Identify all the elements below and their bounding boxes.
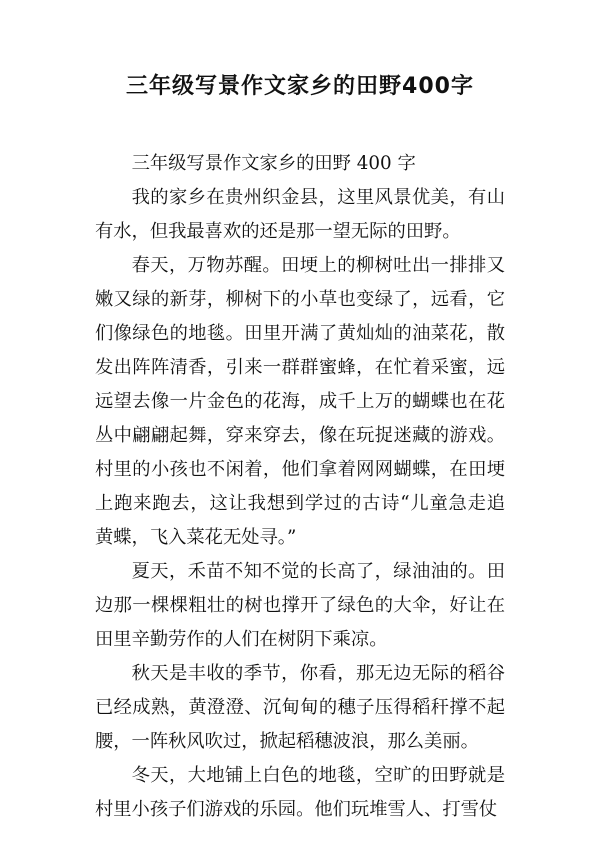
paragraph-spring: 春天，万物苏醒。田埂上的柳树吐出一排排又嫩又绿的新芽，柳树下的小草也变绿了，远看，它们像绿色的地毯。田里开满了黄灿灿的油菜花，散发出阵阵清香，引来一群群蜜蜂，在忙着采蜜，远远望去像一片金色的花海，成千上万的蝴蝶也在花丛中翩翩起舞，穿来穿去，像在玩捉迷藏的游戏。村里的小孩也不闲着，他们拿着网网蝴蝶，在田埂上跑来跑去，这让我想到学过的古诗“儿童急走追黄蝶，飞入菜花无处寻。” bbox=[95, 255, 505, 548]
paragraph-intro: 我的家乡在贵州织金县，这里风景优美，有山有水，但我最喜欢的还是那一望无际的田野。 bbox=[95, 187, 505, 242]
document-title: 三年级写景作文家乡的田野400字 bbox=[126, 74, 474, 99]
document-body bbox=[95, 147, 505, 827]
paragraph-summer: 夏天，禾苗不知不觉的长高了，绿油油的。田边那一棵棵粗壮的树也撑开了绿色的大伞，好让在田里辛勤劳作的人们在树阴下乘凉。 bbox=[95, 561, 505, 650]
paragraph-winter: 冬天，大地铺上白色的地毯，空旷的田野就是村里小孩子们游戏的乐园。他们玩堆雪人、打雪仗 bbox=[95, 765, 505, 820]
paragraph-subtitle: 三年级写景作文家乡的田野 400 字 bbox=[131, 153, 416, 174]
paragraph-autumn: 秋天是丰收的季节，你看，那无边无际的稻谷已经成熟，黄澄澄、沉甸甸的穗子压得稻秆撑不起腰，一阵秋风吹过，掀起稻穗波浪，那么美丽。 bbox=[95, 663, 505, 752]
